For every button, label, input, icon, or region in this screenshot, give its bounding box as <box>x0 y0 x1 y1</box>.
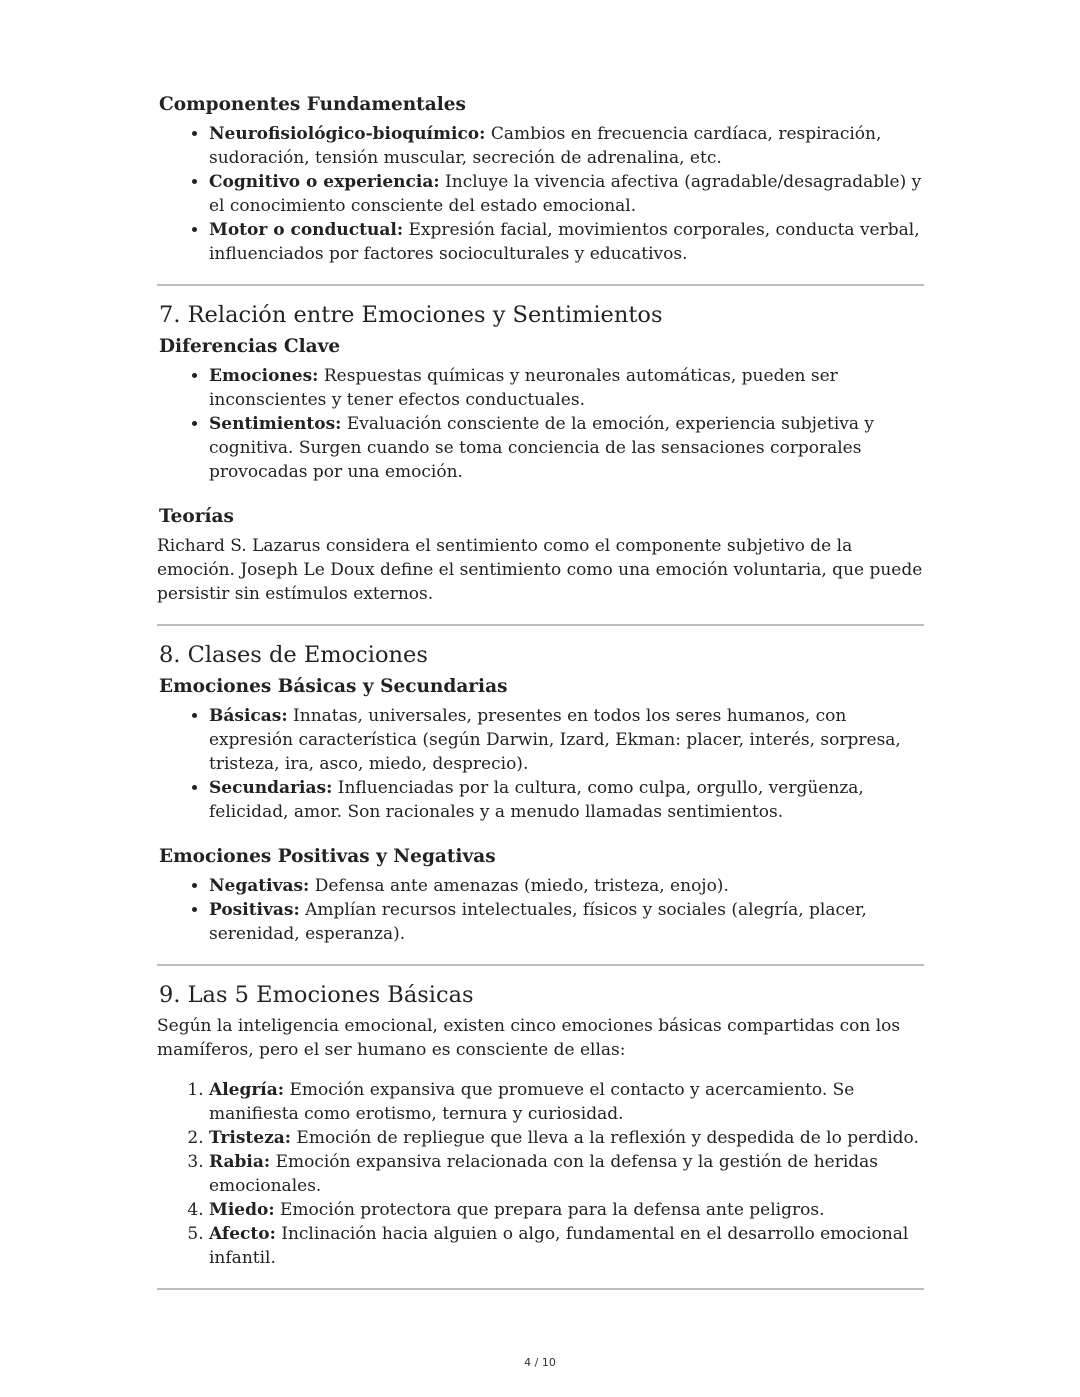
item-label: Emociones: <box>209 366 319 386</box>
item-text: Emoción de repliegue que lleva a la reflexión y despedida de lo perdido. <box>291 1128 919 1148</box>
item-label: Negativas: <box>209 876 310 896</box>
item-text: Amplían recursos intelectuales, físicos y sociales (alegría, placer, serenidad, esperanza). <box>209 900 867 944</box>
section-7-title: 7. Relación entre Emociones y Sentimientos <box>159 302 663 328</box>
item-label: Neurofisiológico-bioquímico: <box>209 124 486 144</box>
list-item <box>209 898 924 946</box>
list-item <box>209 776 924 824</box>
componentes-heading: Componentes Fundamentales <box>159 94 466 115</box>
item-label: Tristeza: <box>209 1128 292 1148</box>
item-label: Motor o conductual: <box>209 220 404 240</box>
item-label: Rabia: <box>209 1152 271 1172</box>
item-text: Incluye la vivencia afectiva (agradable/desagradable) y el conocimiento consciente del estado emocional. <box>209 172 922 216</box>
positivas-negativas-heading: Emociones Positivas y Negativas <box>159 846 496 867</box>
item-label: Cognitivo o experiencia: <box>209 172 440 192</box>
item-label: Alegría: <box>209 1080 285 1100</box>
item-label: Afecto: <box>209 1224 276 1244</box>
item-text: Respuestas químicas y neuronales automáticas, pueden ser inconscientes y tener efectos conductuales. <box>209 366 838 410</box>
componentes-list <box>157 122 924 266</box>
diferencias-list <box>157 364 924 484</box>
basicas-secundarias-heading: Emociones Básicas y Secundarias <box>159 676 508 697</box>
page-number: 4 / 10 <box>524 1356 556 1369</box>
item-text: Innatas, universales, presentes en todos los seres humanos, con expresión característica (según Darwin, Izard, Ekman: placer, interés, sorpresa, tristeza, ira, asco, miedo, desprecio). <box>209 706 901 774</box>
positivas-negativas-list <box>157 874 924 946</box>
section-divider <box>157 284 924 286</box>
item-text: Defensa ante amenazas (miedo, tristeza, enojo). <box>309 876 729 896</box>
section-9-title: 9. Las 5 Emociones Básicas <box>159 982 474 1008</box>
list-item <box>209 122 924 170</box>
teorias-heading: Teorías <box>159 506 234 527</box>
item-label: Positivas: <box>209 900 300 920</box>
item-text: Emoción protectora que prepara para la defensa ante peligros. <box>274 1200 825 1220</box>
section-divider <box>157 1288 924 1290</box>
list-item <box>209 1222 924 1270</box>
list-item <box>209 1126 924 1150</box>
item-text: Influenciadas por la cultura, como culpa, orgullo, vergüenza, felicidad, amor. Son racionales y a menudo llamadas sentimientos. <box>209 778 864 822</box>
item-text: Expresión facial, movimientos corporales, conducta verbal, influenciados por factores socioculturales y educativos. <box>209 220 920 264</box>
item-text: Evaluación consciente de la emoción, experiencia subjetiva y cognitiva. Surgen cuando se toma conciencia de las sensaciones corporales provocadas por una emoción. <box>209 414 874 482</box>
item-text: Cambios en frecuencia cardíaca, respiración, sudoración, tensión muscular, secreción de adrenalina, etc. <box>209 124 882 168</box>
basicas-secundarias-list <box>157 704 924 824</box>
list-item <box>209 1150 924 1198</box>
list-item <box>209 1198 924 1222</box>
list-item <box>209 218 924 266</box>
list-item <box>209 412 924 484</box>
list-item <box>209 170 924 218</box>
section-divider <box>157 964 924 966</box>
list-item <box>209 874 924 898</box>
list-item <box>209 1078 924 1126</box>
section-divider <box>157 624 924 626</box>
item-text: Emoción expansiva que promueve el contacto y acercamiento. Se manifiesta como erotismo, ternura y curiosidad. <box>209 1080 855 1124</box>
item-text: Inclinación hacia alguien o algo, fundamental en el desarrollo emocional infantil. <box>209 1224 909 1268</box>
list-item <box>209 704 924 776</box>
item-text: Emoción expansiva relacionada con la defensa y la gestión de heridas emocionales. <box>209 1152 879 1196</box>
section-8-title: 8. Clases de Emociones <box>159 642 428 668</box>
item-label: Miedo: <box>209 1200 275 1220</box>
item-label: Básicas: <box>209 706 288 726</box>
teorias-paragraph: Richard S. Lazarus considera el sentimiento como el componente subjetivo de la emoción. Joseph Le Doux define el sentimiento como una emoción voluntaria, que puede persistir sin estímulos externos. <box>157 536 923 604</box>
item-label: Sentimientos: <box>209 414 342 434</box>
section-9-intro: Según la inteligencia emocional, existen cinco emociones básicas compartidas con los mamíferos, pero el ser humano es consciente de ellas: <box>157 1016 901 1060</box>
list-item <box>209 364 924 412</box>
diferencias-heading: Diferencias Clave <box>159 336 341 357</box>
document-page <box>157 92 924 1304</box>
item-label: Secundarias: <box>209 778 333 798</box>
emociones-basicas-list <box>157 1078 924 1270</box>
